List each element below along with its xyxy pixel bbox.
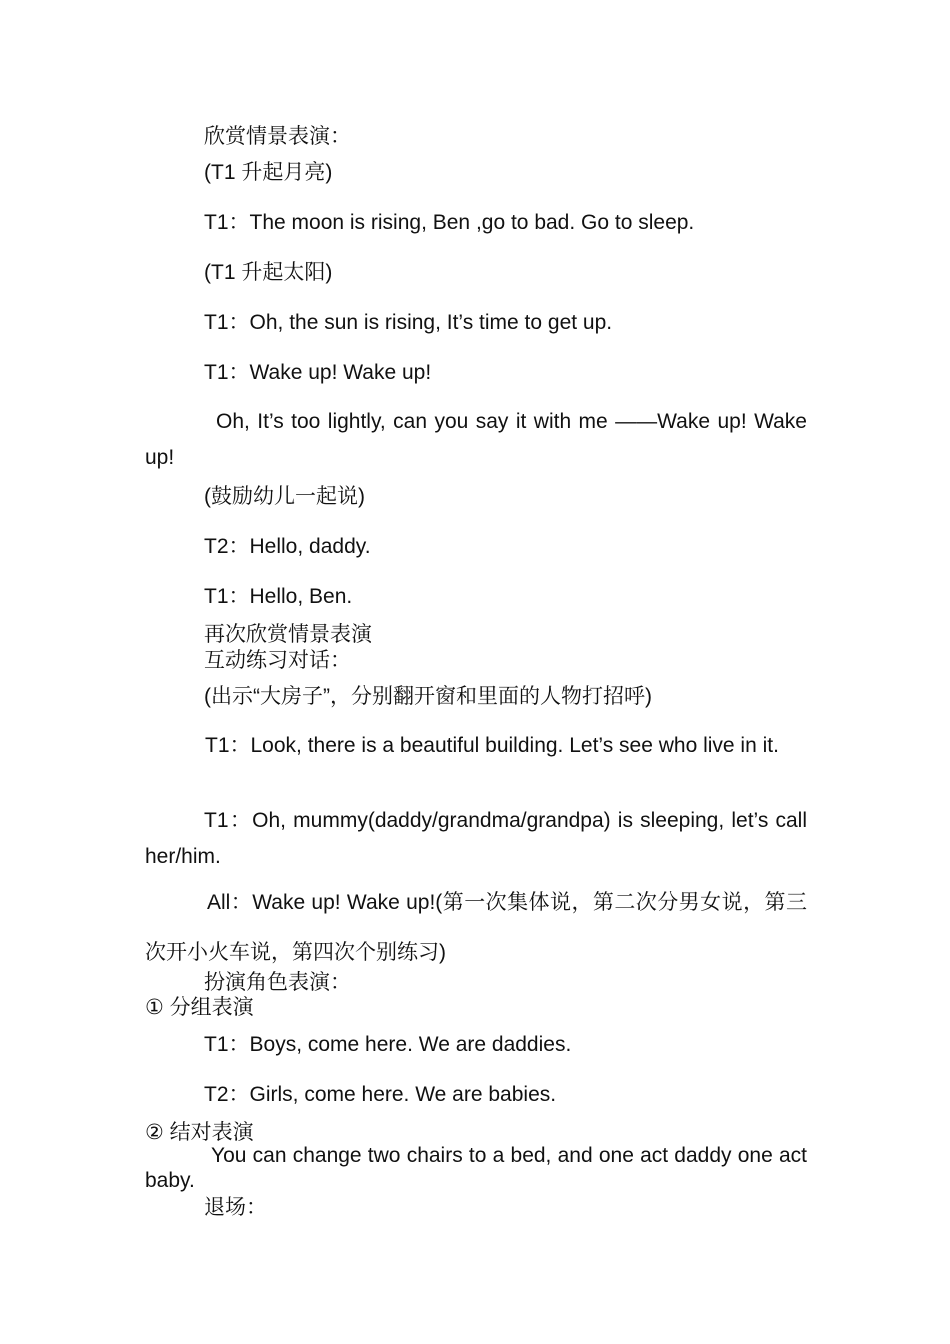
dialogue-line: T1：Hello, Ben. (204, 585, 353, 608)
instruction-paragraph: You can change two chairs to a bed, and one act daddy one act baby. (145, 1144, 807, 1192)
dialogue-paragraph: T1：Oh, mummy(daddy/grandma/grandpa) is sleeping, let’s call her/him. (145, 809, 807, 868)
stage-note-sun: (T1 升起太阳) (204, 261, 333, 284)
dialogue-line: T1：Wake up! Wake up! (204, 361, 432, 384)
dialogue-paragraph: All：Wake up! Wake up!(第一次集体说，第二次分男女说，第三次开小火车说，第四次个别练习) (145, 891, 807, 964)
dialogue-line: T2：Hello, daddy. (204, 535, 371, 558)
heading-role-play: 扮演角色表演： (204, 971, 351, 994)
heading-watch-performance: 欣赏情景表演： (204, 125, 351, 148)
dialogue-line: T2：Girls, come here. We are babies. (204, 1083, 557, 1106)
heading-interactive-practice: 互动练习对话： (204, 649, 351, 672)
dialogue-line: T1：Oh, the sun is rising, It’s time to get up. (204, 311, 613, 334)
dialogue-paragraph: T1：Look, there is a beautiful building. Let’s see who live in it. (205, 734, 779, 757)
dialogue-line: T1：The moon is rising, Ben ,go to bad. Go to sleep. (204, 211, 695, 234)
stage-note-encourage: (鼓励幼儿一起说) (204, 485, 365, 508)
heading-exit: 退场： (204, 1196, 267, 1219)
dialogue-line: T1：Boys, come here. We are daddies. (204, 1033, 572, 1056)
stage-note-big-house: (出示“大房子”，分别翻开窗和里面的人物打招呼) (204, 685, 652, 708)
stage-note-moon: (T1 升起月亮) (204, 161, 333, 184)
list-item-group-performance: ① 分组表演 (145, 996, 254, 1019)
list-item-pair-performance: ② 结对表演 (145, 1121, 254, 1144)
dialogue-paragraph: Oh, It’s too lightly, can you say it with me ——Wake up! Wake up! (145, 410, 807, 469)
heading-watch-again: 再次欣赏情景表演 (204, 623, 372, 646)
